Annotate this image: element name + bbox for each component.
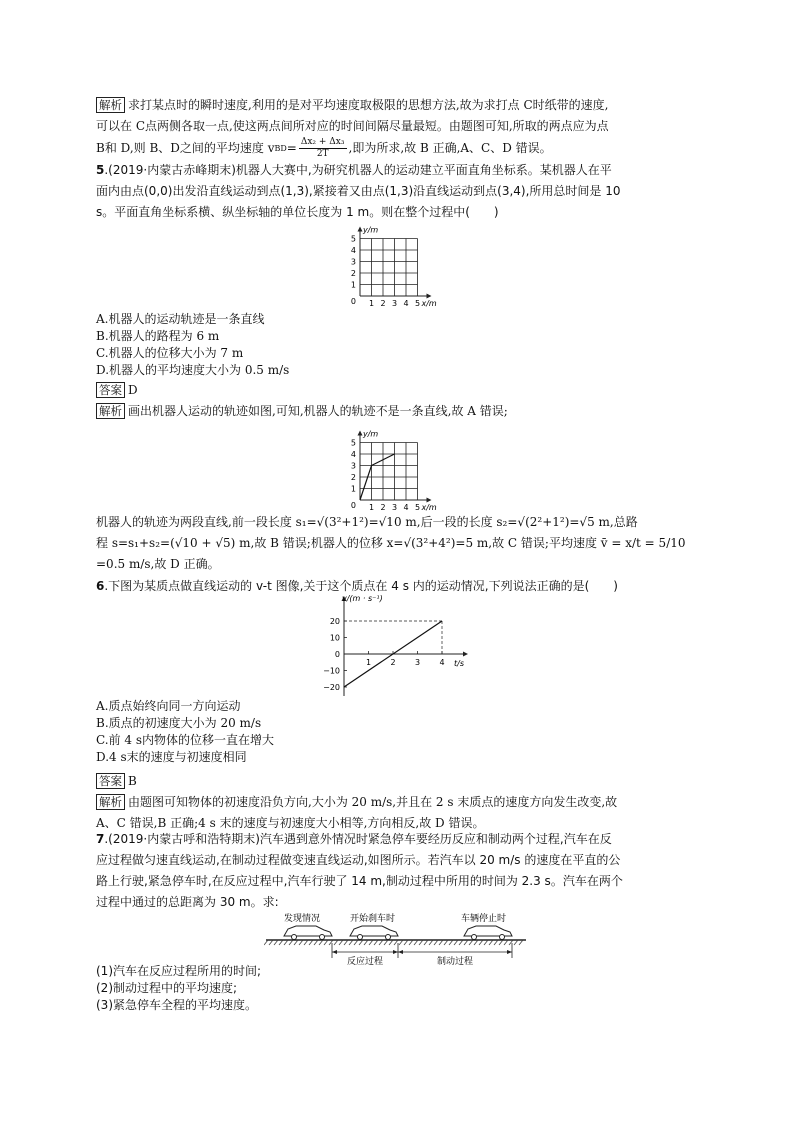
- q6-analysis-line2: A、C 错误,B 正确;4 s 末的速度与初速度大小相等,方向相反,故 D 错误。: [96, 816, 485, 830]
- q4-fraction: [299, 137, 347, 160]
- car-icon: [284, 926, 332, 940]
- q7-number: 7: [96, 832, 105, 846]
- y-tick-label: 1: [350, 484, 356, 494]
- q5-path-figure: [340, 418, 460, 516]
- label-discover: 发现情况: [284, 914, 321, 924]
- x-tick-label: 1: [368, 503, 375, 512]
- x-axis-arrow: [427, 294, 432, 299]
- label-stop: 车辆停止时: [461, 914, 507, 924]
- y-tick-label: 3: [350, 461, 356, 471]
- q4-analysis-line3-pre: B和 D,则 B、D之间的平均速度 v: [96, 141, 275, 155]
- y-axis-label: y/m: [363, 429, 379, 439]
- v-tick-label: −10: [323, 666, 340, 676]
- t-axis-label: t/s: [454, 659, 464, 668]
- v-axis-label: v/(m · s⁻¹): [342, 594, 383, 603]
- q5-option-b: B.机器人的路程为 6 m: [96, 329, 220, 343]
- q5-option-a: A.机器人的运动轨迹是一条直线: [96, 312, 265, 326]
- q5-analysis-line2: 机器人的轨迹为两段直线,前一段长度 s₁=√(3²+1²)=√10 m,后一段的长度 s₂=√(2²+1²)=√5 m,总路: [96, 515, 638, 529]
- car-icon: [350, 926, 398, 940]
- q6-analysis: [96, 792, 696, 834]
- q7-stem-line1: .(2019·内蒙古呼和浩特期末)汽车遇到意外情况时紧急停车要经历反应和制动两个过程,汽车在反: [104, 832, 612, 846]
- q7-sub-questions: [96, 963, 261, 1014]
- label-reaction: 反应过程: [346, 957, 384, 966]
- q4-analysis-line2: 可以在 C点两侧各取一点,使这两点间所对应的时间间隔尽量最短。由题图可知,所取的两点应为点: [96, 119, 609, 133]
- q4-fraction-num: Δx₂ + Δx₃: [300, 137, 345, 147]
- v-tick-label: 20: [329, 617, 340, 626]
- x-axis-label: x/m: [421, 299, 437, 308]
- q5-stem-line1: .(2019·内蒙古赤峰期末)机器人大赛中,为研究机器人的运动建立平面直角坐标系。某机器人在平: [104, 163, 612, 177]
- x-axis-arrow: [427, 498, 432, 503]
- x-tick-label: 3: [391, 299, 398, 308]
- q7-stem: [96, 829, 696, 913]
- q6-answer-value: B: [128, 774, 137, 788]
- x-tick-label: 1: [368, 299, 375, 308]
- y-tick-label: 5: [350, 438, 356, 448]
- car-icon: [464, 926, 512, 940]
- t-axis-arrow: [463, 652, 468, 657]
- x-tick-label: 2: [380, 299, 386, 308]
- q5-grid: [351, 226, 437, 309]
- y-tick-label: 1: [350, 280, 356, 290]
- t-tick-label: 4: [439, 658, 445, 667]
- y-tick-label: 5: [350, 234, 356, 244]
- x-axis-label: x/m: [421, 503, 437, 512]
- q4-analysis-line1: 求打某点时的瞬时速度,利用的是对平均速度取极限的思想方法,故为求打点 C时纸带的速度,: [128, 98, 609, 112]
- y-tick-label: 4: [350, 450, 356, 459]
- x-tick-label: 4: [403, 299, 409, 308]
- x-tick-label: 3: [391, 503, 398, 512]
- q6-number: 6: [96, 579, 105, 593]
- v-tick-label: −20: [323, 683, 340, 692]
- q5-answer-value: D: [128, 383, 138, 397]
- q7-sub-3: (3)紧急停车全程的平均速度。: [96, 998, 257, 1012]
- y-tick-label: 2: [350, 473, 356, 482]
- y-axis-label: y/m: [363, 225, 379, 235]
- t-tick-label: 3: [414, 658, 421, 667]
- origin-label: 0: [350, 297, 356, 306]
- y-axis-arrow: [358, 227, 363, 232]
- q5-path-grid: [351, 430, 437, 513]
- y-tick-label: 4: [350, 246, 356, 255]
- q5-number: 5: [96, 163, 105, 177]
- label-braking: 制动过程: [436, 957, 474, 966]
- q7-sub-1: (1)汽车在反应过程所用的时间;: [96, 964, 262, 978]
- y-tick-label: 3: [350, 257, 356, 267]
- x-tick-label: 5: [414, 503, 421, 512]
- t-tick-label: 2: [390, 658, 396, 667]
- y-axis-arrow: [358, 431, 363, 436]
- q5-analysis-line3: 程 s=s₁+s₂=(√10 + √5) m,故 B 错误;机器人的位移 x=√(3²+4²)=5 m,故 C 错误;平均速度 v̄ = x/t = 5/10: [96, 536, 686, 550]
- q5-stem-line3: s。平面直角坐标系横、纵坐标轴的单位长度为 1 m。则在整个过程中( ): [96, 205, 499, 219]
- t-tick-label: 1: [365, 658, 372, 667]
- x-tick-label: 2: [380, 503, 386, 512]
- q5-analysis-cont: [96, 512, 696, 575]
- origin-label: 0: [350, 501, 356, 510]
- q4-vbd-subscript: BD: [274, 144, 287, 153]
- v-tick-label: 10: [329, 633, 340, 643]
- q4-analysis-line3-post: ,即为所求,故 B 正确,A、C、D 错误。: [348, 141, 552, 155]
- q6-option-c: C.前 4 s内物体的位移一直在增大: [96, 733, 274, 747]
- analysis-tag: 解析: [96, 97, 125, 113]
- q6-option-b: B.质点的初速度大小为 20 m/s: [96, 716, 262, 730]
- label-brake-start: 开始刹车时: [350, 914, 396, 924]
- q5-options: [96, 311, 289, 379]
- q6-option-d: D.4 s末的速度与初速度相同: [96, 750, 247, 764]
- q4-analysis: 解析 求打某点时的瞬时速度,利用的是对平均速度取极限的思想方法,故为求打点 C时纸带的速度, 可以在 C点两侧各取一点,使这两点间所对应的时间间隔尽量最短。由题图可知,所取的两点应为点 B和 D,则 B、D之间的平均速度 v BD = $\frac{\text{Δx₂ + Δx₃}}{2T}$ ,即为所求,故 B 正确,A、C、D 错误。: [96, 95, 696, 160]
- q7-stem-line3: 路上行驶,紧急停车时,在反应过程中,汽车行驶了 14 m,制动过程中所用的时间为 2.3 s。汽车在两个: [96, 874, 623, 888]
- q4-fraction-den: 2T: [316, 149, 329, 159]
- q5-option-c: C.机器人的位移大小为 7 m: [96, 346, 244, 360]
- x-tick-label: 4: [403, 503, 409, 512]
- q6-vt-graph: [316, 592, 476, 700]
- q7-stem-line2: 应过程做匀速直线运动,在制动过程做变速直线运动,如图所示。若汽车以 20 m/s 的速度在平直的公: [96, 853, 621, 867]
- y-tick-label: 2: [350, 269, 356, 278]
- q6-answer: [96, 771, 696, 792]
- q7-sub-2: (2)制动过程中的平均速度;: [96, 981, 238, 995]
- q6-stem-text: .下图为某质点做直线运动的 v-t 图像,关于这个质点在 4 s 内的运动情况,下列说法正确的是( ): [104, 579, 618, 593]
- answer-tag: 答案: [96, 382, 125, 398]
- q5-grid-figure: [340, 214, 460, 312]
- q6-analysis-line1: 由题图可知物体的初速度沿负方向,大小为 20 m/s,并且在 2 s 末质点的速度方向发生改变,故: [128, 795, 618, 809]
- q6-option-a: A.质点始终向同一方向运动: [96, 699, 241, 713]
- q5-stem-line2: 面内由点(0,0)出发沿直线运动到点(1,3),紧接着又由点(1,3)沿直线运动到点(3,4),所用总时间是 10: [96, 184, 621, 198]
- q7-car-figure: [264, 912, 528, 966]
- analysis-tag: 解析: [96, 403, 125, 419]
- analysis-tag: 解析: [96, 794, 125, 810]
- q5-option-d: D.机器人的平均速度大小为 0.5 m/s: [96, 363, 290, 377]
- q6-options: [96, 698, 274, 766]
- v-tick-label: 0: [334, 650, 340, 659]
- q5-analysis-line1: 画出机器人运动的轨迹如图,可知,机器人的轨迹不是一条直线,故 A 错误;: [128, 404, 508, 418]
- q5-analysis-line4: =0.5 m/s,故 D 正确。: [96, 557, 220, 571]
- x-tick-label: 5: [414, 299, 421, 308]
- q5-answer: [96, 380, 696, 401]
- answer-tag: 答案: [96, 773, 125, 789]
- q7-stem-line4: 过程中通过的总距离为 30 m。求:: [96, 895, 279, 909]
